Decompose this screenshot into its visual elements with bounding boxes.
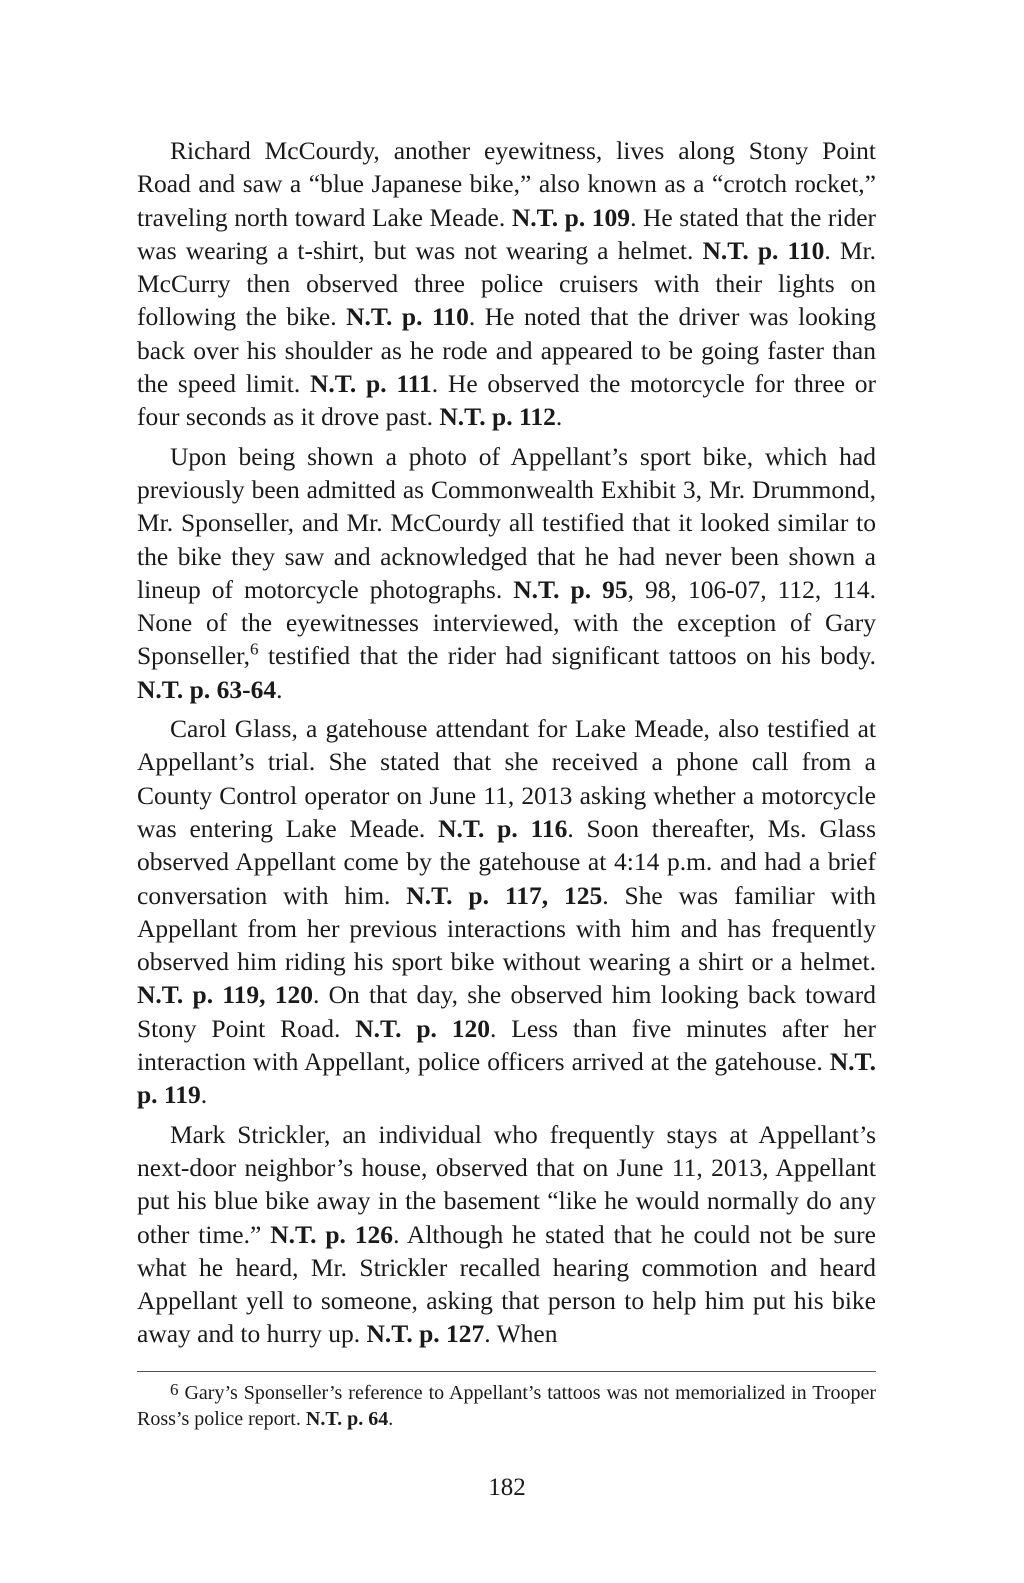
citation: N.T. p. 116 (438, 813, 568, 843)
citation: N.T. p. 95 (513, 574, 628, 604)
footnote-reference: 6 (250, 639, 259, 659)
paragraph-text: . Less than five minutes after her interaction with Appellant, police officers arrived at the gatehouse. (137, 1013, 876, 1077)
paragraph-text: . (555, 402, 563, 432)
page-body (137, 134, 876, 1357)
paragraph-carol-glass (137, 712, 876, 1112)
paragraph-text: Mark Strickler, an individual who frequently stays at Appellant’s next-door neighbor’s house, observed that on June 11, 2013, Appellant put his blue bike away in the basement “like he would normally do any other time.” (137, 1119, 876, 1249)
paragraph-text: testified that the rider had significant tattoos on his body. (258, 641, 876, 671)
paragraph-text: . (200, 1080, 208, 1110)
footnote-text: Gary’s Sponseller’s reference to Appellant’s tattoos was not memorialized in Trooper Ross’s police report. (137, 1382, 876, 1430)
citation: N.T. p. 110 (346, 302, 469, 332)
paragraph-text: . He observed the motorcycle for three or four seconds as it drove past. (137, 369, 876, 432)
paragraph-text: Carol Glass, a gatehouse attendant for Lake Meade, also testified at Appellant’s trial. She stated that she received a phone call from a County Control operator on June 11, 2013 asking whether a motorcycle was entering Lake Meade. (137, 714, 876, 843)
paragraph-text: . She was familiar with Appellant from her previous interactions with him and has frequently observed him riding his sport bike without wearing a shirt or a helmet. (137, 880, 877, 977)
paragraph-text: . He noted that the driver was looking back over his shoulder as he rode and appeared to be going faster than the speed limit. (137, 302, 876, 399)
footnote-marker: 6 (170, 1380, 179, 1399)
footnote-end: . (388, 1408, 394, 1430)
paragraph-text: . Mr. McCurry then observed three police cruisers with their lights on following the bike. (137, 235, 876, 332)
footnote-divider (137, 1371, 876, 1372)
footnote-citation: N.T. p. 64 (305, 1408, 389, 1430)
paragraph-text: . Although he stated that he could not be sure what he heard, Mr. Strickler recalled hearing commotion and heard Appellant yell to someone, asking that person to help him put his bike away and to hurry up. (137, 1219, 876, 1349)
paragraph-text: . He stated that the rider was wearing a t-shirt, but was not wearing a helmet. (137, 202, 877, 265)
citation: N.T. p. 112 (439, 402, 556, 432)
citation: N.T. p. 63-64 (137, 674, 277, 704)
paragraph-photo-identification (137, 440, 876, 706)
citation: N.T. p. 127 (366, 1319, 485, 1349)
paragraph-text: . On that day, she observed him looking back toward Stony Point Road. (137, 980, 876, 1043)
citation: N.T. p. 126 (270, 1219, 394, 1249)
paragraph-mccourdy (137, 134, 876, 434)
paragraph-text: Richard McCourdy, another eyewitness, lives along Stony Point Road and saw a “blue Japanese bike,” also known as a “crotch rocket,” traveling north toward Lake Meade. (137, 136, 876, 232)
paragraph-mark-strickler (137, 1118, 876, 1351)
page-number: 182 (488, 1474, 526, 1501)
paragraph-text: , 98, 106-07, 112, 114. None of the eyewitnesses interviewed, with the exception of Gary Sponseller, (137, 574, 876, 671)
citation: N.T. p. 119, 120 (137, 980, 314, 1010)
citation: N.T. p. 110 (702, 235, 825, 265)
citation: N.T. p. 120 (355, 1013, 491, 1043)
citation: N.T. p. 109 (511, 202, 631, 232)
paragraph-text: . (276, 674, 283, 704)
paragraph-text: . When (484, 1319, 558, 1349)
paragraph-text: Upon being shown a photo of Appellant’s sport bike, which had previously been admitted as Commonwealth Exhibit 3, Mr. Drummond, Mr. Sponseller, and Mr. McCourdy all testified that it looked similar to the bike they saw and acknowledged that he had never been shown a lineup of motorcycle photographs. (137, 441, 876, 604)
citation: N.T. p. 111 (310, 369, 432, 399)
citation: N.T. p. 119 (137, 1047, 876, 1110)
footnote-6 (137, 1380, 876, 1432)
paragraph-text: . Soon thereafter, Ms. Glass observed Appellant come by the gatehouse at 4:14 p.m. and had a brief conversation with him. (137, 813, 876, 910)
citation: N.T. p. 117, 125 (406, 880, 603, 910)
